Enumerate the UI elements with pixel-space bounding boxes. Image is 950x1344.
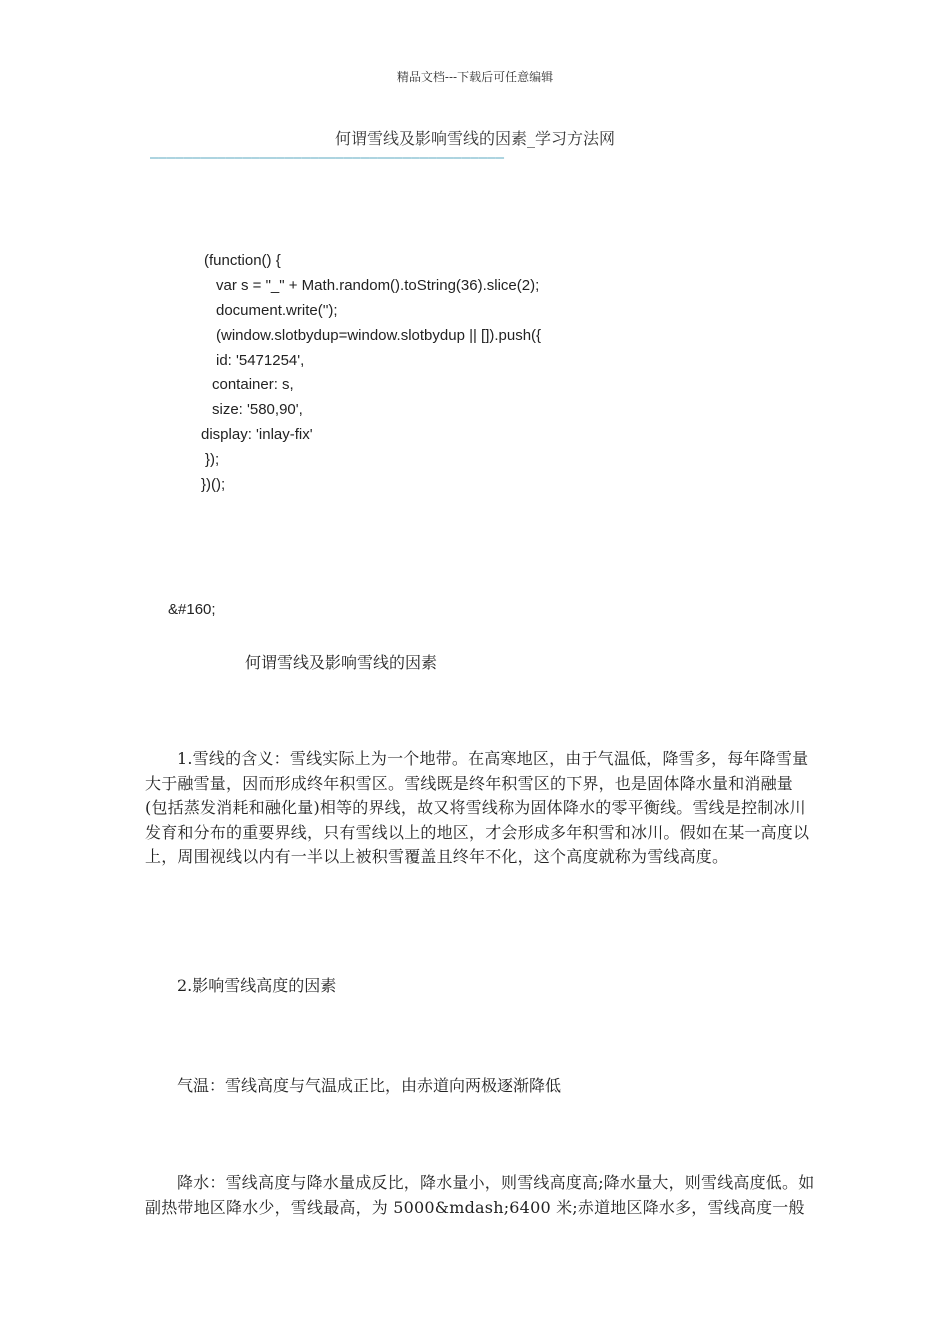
code-line: var s = "_" + Math.random().toString(36).slice(2); [216, 277, 540, 294]
section-heading: 2.影响雪线高度的因素 [177, 976, 337, 995]
code-line: display: 'inlay-fix' [201, 426, 313, 443]
stray-entity-text: &#160; [168, 601, 216, 618]
code-line: }); [205, 451, 220, 468]
code-line: container: s, [212, 376, 294, 393]
document-title: 何谓雪线及影响雪线的因素_学习方法网 [334, 129, 615, 148]
page-header: 精品文档---下载后可任意编辑 [396, 70, 554, 84]
code-line: (window.slotbydup=window.slotbydup || []).push({ [216, 327, 542, 344]
code-line: })(); [201, 476, 226, 493]
paragraph-precipitation: 降水：雪线高度与降水量成反比，降水量小，则雪线高度高;降水量大，则雪线高度低。如副热带地区降水少，雪线最高，为 5000&mdash;6400 米;赤道地区降水多，雪线高度一般 [145, 1173, 815, 1217]
code-line: size: '580,90', [212, 401, 303, 418]
code-line: id: '5471254', [216, 352, 305, 369]
paragraph-definition: 1.雪线的含义：雪线实际上为一个地带。在高寒地区，由于气温低，降雪多，每年降雪量大于融雪量，因而形成终年积雪区。雪线既是终年积雪区的下界，也是固体降水量和消融量(包括蒸发消耗和融化量)相等的界线，故又将雪线称为固体降水的零平衡线。雪线是控制冰川发育和分布的重要界线，只有雪线以上的地区，才会形成多年积雪和冰川。假如在某一高度以上，周围视线以内有一半以上被积雪覆盖且终年不化，这个高度就称为雪线高度。 [145, 749, 810, 866]
section-title: 何谓雪线及影响雪线的因素 [245, 653, 438, 672]
code-line: document.write(''); [216, 302, 338, 319]
code-line: (function() { [204, 252, 281, 269]
paragraph-temperature: 气温：雪线高度与气温成正比，由赤道向两极逐渐降低 [177, 1076, 562, 1095]
title-divider: —————————————————————————————————————————— [150, 150, 505, 166]
